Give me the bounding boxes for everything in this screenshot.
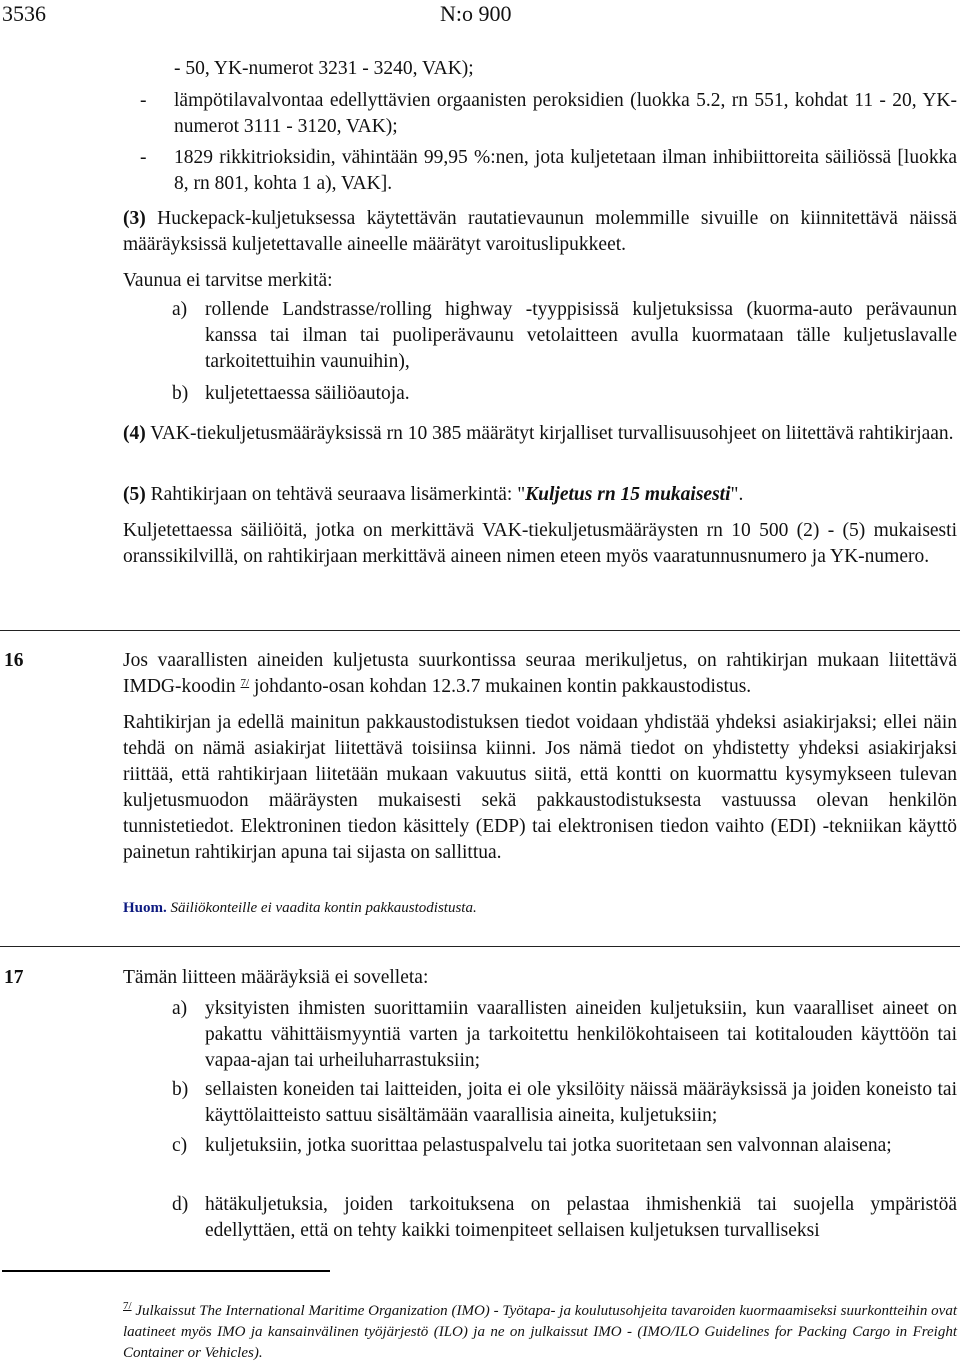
paragraph-text-end: johdanto-osan kohdan 12.3.7 mukainen kontin pakkaustodistus. bbox=[253, 676, 752, 697]
list-item-text: kuljetettaessa säiliöautoja. bbox=[205, 383, 410, 404]
list-item-label: a) bbox=[172, 998, 188, 1019]
list-item-text: hätäkuljetuksia, joiden tarkoituksena on pelastaa ihmishenkiä tai suojella ympäristöä edellyttäen, että on tehty kaikki toimenpiteet sellaisen kuljetuksen turvalliseksi bbox=[205, 1194, 957, 1241]
paragraph-text: Huckepack-kuljetuksessa käytettävän rautatievaunun molemmille sivuille on kiinnitettävä näissä määräyksissä kuljetettavalle aineelle määrätyt varoituslipukkeet. bbox=[123, 208, 958, 255]
list-item-text: kuljetuksiin, jotka suorittaa pelastuspalvelu tai jotka suoritetaan sen valvonnan alaisena; bbox=[205, 1135, 892, 1156]
section-16-paragraph-1 bbox=[123, 648, 957, 700]
dash-item-text: 1829 rikkitrioksidin, vähintään 99,95 %:nen, jota kuljetetaan ilman inhibiittoreita säiliössä [luokka 8, rn 801, kohta 1 a), VAK]. bbox=[174, 147, 957, 194]
paragraph-3-sub: Vaunua ei tarvitse merkitä: bbox=[123, 270, 333, 291]
footnote-text: Julkaissut The International Maritime Organization (IMO) - Työtapa- ja koulutusohjeita tavaroiden kuormaamiseksi suurkontteihin ovat laatineet myös IMO ja kansainvälinen työjärjestö (ILO) ja ne on julkaissut IMO - (IMO/ILO Guidelines for Packing Cargo in Freight Container or Vehicles). bbox=[123, 1303, 957, 1361]
list-item-text: rollende Landstrasse/rolling highway -tyyppisissä kuljetuksissa (kuorma-auto perävaunun kanssa tai ilman tai puoliperävaunu vetolaitteen avulla kuormataan tälle kuljetuslavalle tarkoitettuihin vaunuihin), bbox=[205, 299, 957, 372]
paragraph-5-extra: Kuljetettaessa säiliöitä, jotka on merkittävä VAK-tiekuljetusmääräysten rn 10 500 (2) - (5) mukaisesti oranssikilvillä, on rahtikirjaan merkittävä aineen nimen eteen myös vaaratunnusnumero ja YK-numero. bbox=[123, 520, 957, 567]
section-17-intro: Tämän liitteen määräyksiä ei sovelleta: bbox=[123, 967, 429, 988]
note-text: Säiliökonteille ei vaadita kontin pakkaustodistusta. bbox=[170, 900, 477, 916]
paragraph-text-end: ". bbox=[730, 484, 744, 505]
dash-marker: - bbox=[140, 90, 147, 111]
list-item-label: c) bbox=[172, 1135, 188, 1156]
section-16-note bbox=[123, 898, 957, 918]
page-header bbox=[0, 0, 960, 30]
paragraph-3 bbox=[123, 206, 957, 258]
paragraph-label: (3) bbox=[123, 208, 146, 229]
issue-number: N:o 900 bbox=[440, 1, 512, 26]
footnote-ref[interactable]: 7/ bbox=[240, 677, 250, 689]
dash-marker: - bbox=[140, 147, 147, 168]
note-label: Huom. bbox=[123, 900, 167, 916]
paragraph-4 bbox=[123, 421, 957, 447]
section-16-paragraph-2: Rahtikirjan ja edellä mainitun pakkaustodistuksen tiedot voidaan yhdistää yhdeksi asiakirjaksi; ellei näin tehdä on nämä asiakirjat liitettävä toisiinsa kiinni. Jos nämä tiedot on yhdistetty yhdeksi asiakirjaksi riittää, että rahtikirjaan liitetään mukaan vakuutus siitä, että kontti on kuormattu kysymykseen tulevan kuljetusmuodon määräysten mukaisesti sekä pakkaustodistuksesta vastuussa olevan henkilön tunnistetiedot. Elektroninen tiedon käsittely (EDP) tai elektronisen tiedon vaihto (EDI) -tekniikan käyttö painetun rahtikirjan apuna tai sijasta on sallittua. bbox=[123, 712, 957, 863]
list-item-text: sellaisten koneiden tai laitteiden, joita ei ole yksilöity näissä määräyksissä ja joiden koneisto tai käyttölaitteisto sattuu sisältämään vaarallisia aineita, kuljetuksiin; bbox=[205, 1079, 957, 1126]
paragraph-label: (5) bbox=[123, 484, 146, 505]
footnote-marker: 7/ bbox=[123, 1300, 132, 1312]
section-divider bbox=[0, 630, 960, 631]
list-item-label: b) bbox=[172, 383, 189, 404]
list-item-label: d) bbox=[172, 1194, 189, 1215]
dash-item-text: lämpötilavalvontaa edellyttävien orgaanisten peroksidien (luokka 5.2, rn 551, kohdat 11 - 20, YK-numerot 3111 - 3120, VAK); bbox=[174, 90, 957, 137]
page-number: 3536 bbox=[2, 1, 46, 26]
paragraph-text: Rahtikirjaan on tehtävä seuraava lisämerkintä: " bbox=[150, 484, 526, 505]
list-item-label: b) bbox=[172, 1079, 189, 1100]
list-item-label: a) bbox=[172, 299, 188, 320]
paragraph-text: VAK-tiekuljetusmääräyksissä rn 10 385 määrätyt kirjalliset turvallisuusohjeet on liitettävä rahtikirjaan. bbox=[150, 423, 954, 444]
footnote-rule bbox=[2, 1270, 330, 1272]
paragraph-label: (4) bbox=[123, 423, 146, 444]
paragraph-5 bbox=[123, 482, 957, 508]
section-number: 17 bbox=[4, 967, 24, 988]
paragraph-text: Jos vaarallisten aineiden kuljetusta suurkontissa seuraa merikuljetus, on rahtikirjan mukaan liitettävä IMDG-koodin bbox=[123, 650, 957, 697]
continuation-line: - 50, YK-numerot 3231 - 3240, VAK); bbox=[174, 58, 474, 79]
footnote bbox=[123, 1301, 957, 1364]
list-item-text: yksityisten ihmisten suorittamiin vaarallisten aineiden kuljetuksiin, kun vaaralliset aineet on pakattu vähittäismyyntiä varten ja tarkoitettu henkilökohtaiseen tai kotitalouden käyttöön tai vapaa-ajan tai urheiluharrastuksiin; bbox=[205, 998, 957, 1071]
section-divider bbox=[0, 946, 960, 947]
section-number: 16 bbox=[4, 650, 24, 671]
emphasis-text: Kuljetus rn 15 mukaisesti bbox=[525, 484, 731, 505]
